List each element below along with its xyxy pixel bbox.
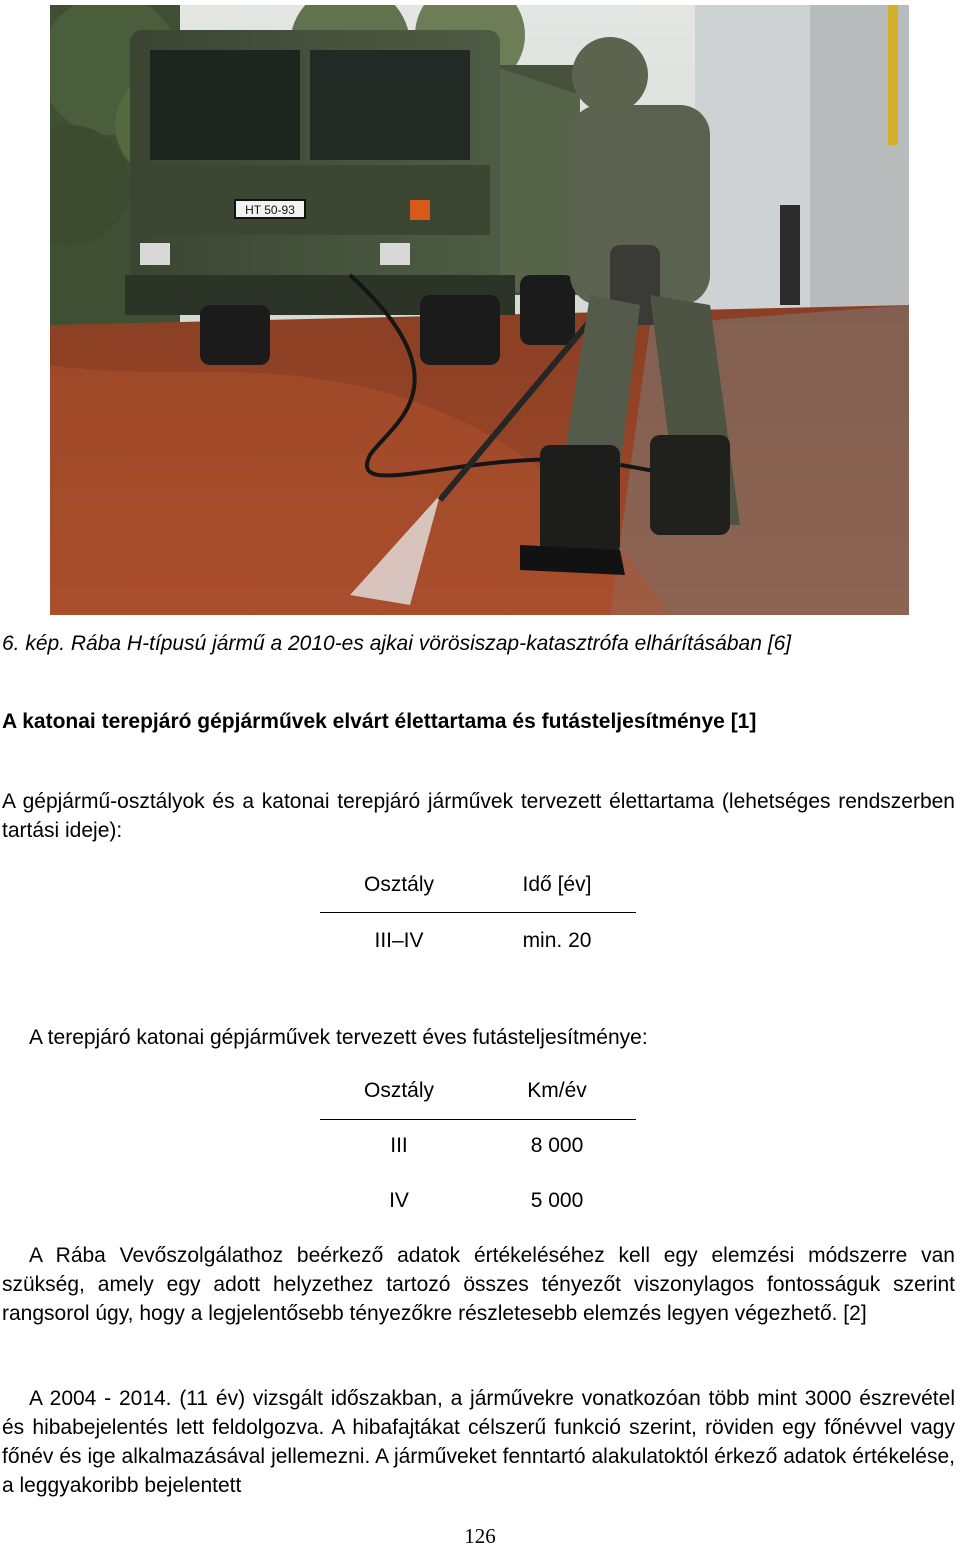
section-heading: A katonai terepjáró gépjárművek elvárt élettartama és futásteljesítménye [1] [2, 710, 757, 733]
period-paragraph: A 2004 - 2014. (11 év) vizsgált időszakban, a járművekre vonatkozóan több mint 3000 észrevétel és hibabejelentés lett feldolgozva. A hibafajtákat célszerű funkció szerint, röviden egy főnévvel vagy főnév és ige alkalmazásával jellemezni. A járműveket fenntartó alakulatoktól érkező adatok értékelése, a leggyakoribb bejelentett [2, 1387, 955, 1497]
lifetime-row-time: min. 20 [522, 929, 592, 952]
intro-paragraph: A gépjármű-osztályok és a katonai terepjáró járművek tervezett élettartama (lehetséges rendszerben tartási ideje): [2, 790, 955, 842]
lifetime-header-class: Osztály [363, 873, 434, 896]
mileage-table-rule [320, 1119, 636, 1120]
mileage-header-class: Osztály [363, 1079, 434, 1102]
analysis-paragraph: A Rába Vevőszolgálathoz beérkező adatok értékeléséhez kell egy elemzési módszerre van szükség, amely egy adott helyzethez tartozó összes tényezőt viszonylagos fontosságuk szerint rangsorol úgy, hogy a legjelentősebb tényezőkre részletesebb elemzés legyen végezhető. [2] [2, 1244, 955, 1325]
lifetime-row-class: III–IV [374, 929, 424, 952]
figure-caption: 6. kép. Rába H-típusú jármű a 2010-es ajkai vörösiszap-katasztrófa elhárításában [6] [2, 632, 792, 655]
mileage-table-header [320, 1079, 636, 1109]
mileage-row-class: III [390, 1134, 408, 1157]
mileage-row-km: 5 000 [530, 1189, 584, 1212]
mileage-header-km: Km/év [527, 1079, 587, 1102]
lifetime-table-header [320, 873, 636, 903]
page-number: 126 [464, 1524, 496, 1548]
mileage-row-class: IV [389, 1189, 409, 1212]
lifetime-table-rule [320, 912, 636, 913]
table-row [320, 929, 636, 959]
table-row [320, 1134, 636, 1164]
mileage-intro-paragraph: A terepjáró katonai gépjárművek tervezett éves futásteljesítménye: [29, 1026, 648, 1049]
lifetime-header-time: Idő [év] [522, 873, 592, 896]
photo-raba-truck-decontamination [50, 5, 909, 615]
mileage-row-km: 8 000 [530, 1134, 584, 1157]
table-row [320, 1189, 636, 1219]
truck-license-plate: HT 50-93 [245, 203, 295, 217]
